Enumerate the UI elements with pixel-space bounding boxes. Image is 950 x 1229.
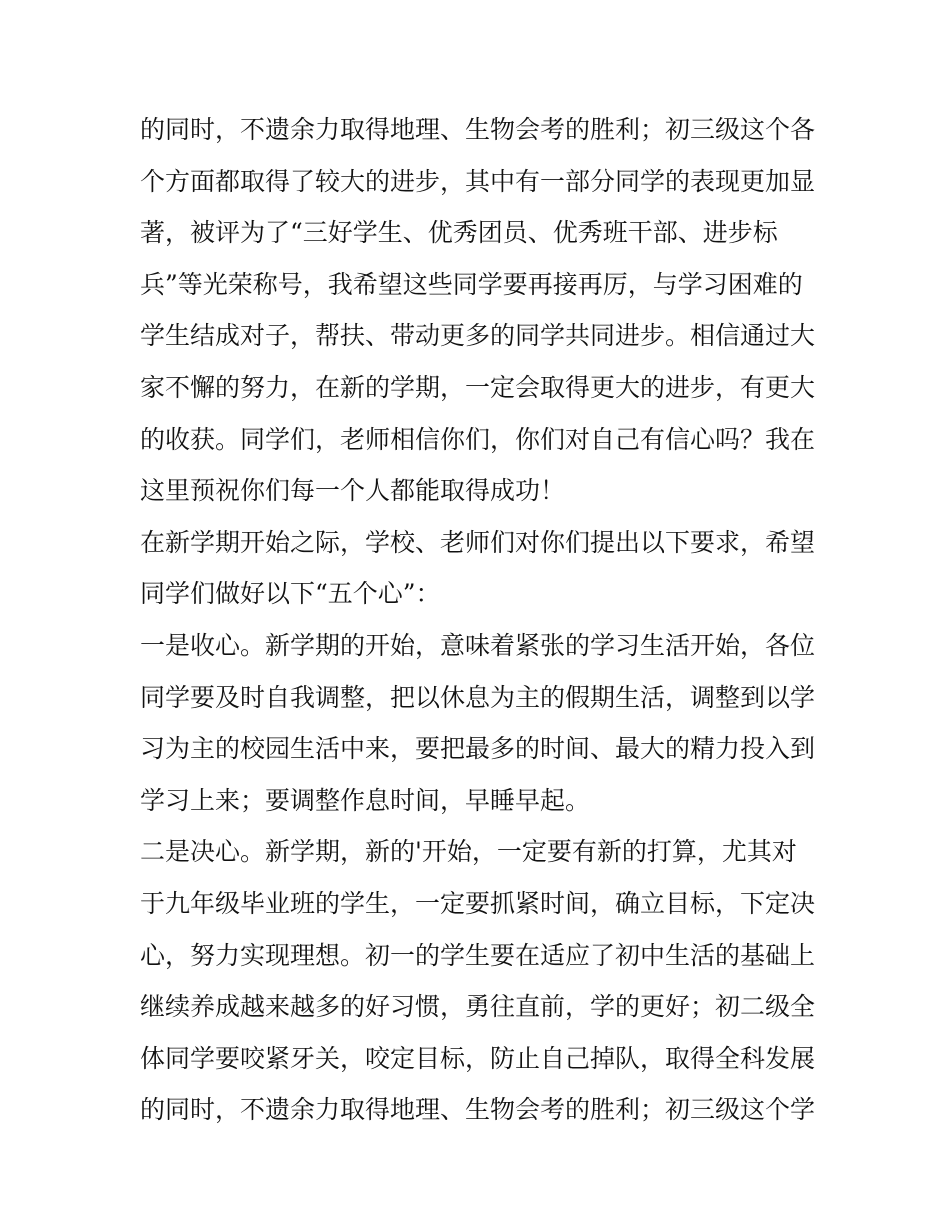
text-line: 体同学要咬紧牙关，咬定目标，防止自己掉队，取得全科发展 — [140, 1043, 816, 1073]
text-line: 的同时，不遗余力取得地理、生物会考的胜利；初三级这个各 — [140, 115, 816, 144]
text-line: 心，努力实现理想。初一的学生要在适应了初中生活的基础上 — [140, 940, 816, 970]
text-line: 的同时，不遗余力取得地理、生物会考的胜利；初三级这个学 — [140, 1095, 816, 1125]
body-text — [140, 104, 830, 1136]
text-line: 在新学期开始之际，学校、老师们对你们提出以下要求，希望 — [140, 527, 816, 557]
text-line: 兵”等光荣称号，我希望这些同学要再接再厉，与学习困难的 — [140, 269, 803, 299]
text-line: 同学们做好以下“五个心”： — [140, 579, 441, 609]
text-line: 著，被评为了“三好学生、优秀团员、优秀班干部、进步标 — [140, 218, 778, 248]
text-line: 这里预祝你们每一个人都能取得成功！ — [140, 476, 566, 506]
text-line: 习为主的校园生活中来，要把最多的时间、最大的精力投入到 — [140, 734, 816, 764]
text-line: 一是收心。新学期的开始，意味着紧张的学习生活开始，各位 — [140, 630, 816, 660]
text-line: 于九年级毕业班的学生，一定要抓紧时间，确立目标，下定决 — [140, 888, 816, 918]
text-line: 继续养成越来越多的好习惯，勇往直前，学的更好；初二级全 — [140, 992, 816, 1022]
text-line: 家不懈的努力，在新的学期，一定会取得更大的进步，有更大 — [140, 372, 816, 402]
text-line: 二是决心。新学期，新的'开始，一定要有新的打算，尤其对 — [140, 837, 797, 867]
text-line: 学习上来；要调整作息时间，早睡早起。 — [140, 785, 591, 815]
text-line: 学生结成对子，帮扶、带动更多的同学共同进步。相信通过大 — [140, 321, 816, 351]
text-line: 个方面都取得了较大的进步，其中有一部分同学的表现更加显 — [140, 166, 816, 196]
text-line: 的收获。同学们，老师相信你们，你们对自己有信心吗？我在 — [140, 424, 816, 454]
text-line: 同学要及时自我调整，把以休息为主的假期生活，调整到以学 — [140, 682, 816, 712]
